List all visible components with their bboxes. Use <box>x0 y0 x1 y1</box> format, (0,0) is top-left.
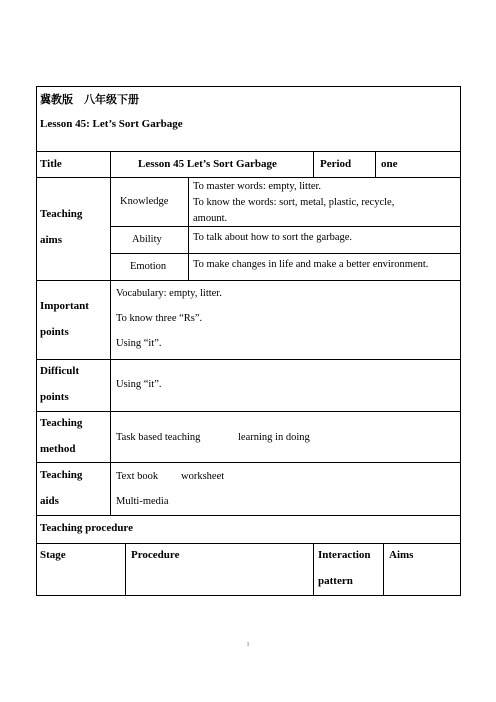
publisher-grade: 冀教版 八年级下册 <box>40 94 139 106</box>
row-divider <box>36 462 461 463</box>
col-divider <box>110 151 111 280</box>
lesson-heading: Lesson 45: Let’s Sort Garbage <box>40 118 183 130</box>
important-point: Using “it”. <box>116 338 162 349</box>
teaching-method-item: Task based teaching <box>116 432 201 443</box>
difficult-point: Using “it”. <box>116 379 162 390</box>
knowledge-line: amount. <box>193 213 228 224</box>
row-divider <box>36 543 461 544</box>
column-procedure: Procedure <box>131 549 180 561</box>
teaching-method-item: learning in doing <box>238 432 310 443</box>
column-interaction-2: pattern <box>318 575 353 587</box>
row-divider <box>110 226 461 227</box>
period-label: Period <box>320 158 352 170</box>
knowledge-line: To know the words: sort, metal, plastic, recycle, <box>193 197 395 208</box>
teaching-aids-label-1: Teaching <box>40 469 83 481</box>
ability-label: Ability <box>132 234 162 245</box>
important-point: Vocabulary: empty, litter. <box>116 288 222 299</box>
row-divider <box>36 177 461 178</box>
important-point: To know three “Rs”. <box>116 313 203 324</box>
knowledge-line: To master words: empty, litter. <box>193 181 322 192</box>
ability-text: To talk about how to sort the garbage. <box>193 232 353 243</box>
important-points-label-2: points <box>40 326 69 338</box>
difficult-points-label-2: points <box>40 391 69 403</box>
page-number: 1 <box>246 642 250 648</box>
teaching-aims-label-1: Teaching <box>40 208 83 220</box>
row-divider <box>36 359 461 360</box>
row-divider <box>36 151 461 152</box>
teaching-aims-label-2: aims <box>40 234 62 246</box>
title-value: Lesson 45 Let’s Sort Garbage <box>138 158 277 170</box>
period-value: one <box>381 158 398 170</box>
row-divider <box>36 515 461 516</box>
difficult-points-label-1: Difficult <box>40 365 80 377</box>
col-divider <box>375 151 376 177</box>
column-aims: Aims <box>389 549 414 561</box>
row-divider <box>36 280 461 281</box>
teaching-aids-item: worksheet <box>181 471 225 482</box>
important-points-label-1: Important <box>40 300 89 312</box>
teaching-method-label-2: method <box>40 443 76 455</box>
column-interaction-1: Interaction <box>318 549 371 561</box>
col-divider <box>125 543 126 596</box>
teaching-aids-item: Text book <box>116 471 159 482</box>
emotion-label: Emotion <box>130 261 167 272</box>
procedure-heading: Teaching procedure <box>40 522 134 534</box>
col-divider <box>313 543 314 596</box>
teaching-aids-label-2: aids <box>40 495 59 507</box>
knowledge-label: Knowledge <box>120 196 169 207</box>
col-divider <box>188 177 189 280</box>
col-divider <box>110 280 111 515</box>
row-divider <box>110 253 461 254</box>
title-label: Title <box>40 158 62 170</box>
teaching-aids-item: Multi-media <box>116 496 169 507</box>
row-divider <box>36 411 461 412</box>
col-divider <box>383 543 384 596</box>
teaching-method-label-1: Teaching <box>40 417 83 429</box>
emotion-text: To make changes in life and make a better environment. <box>193 259 429 270</box>
column-stage: Stage <box>40 549 66 561</box>
col-divider <box>313 151 314 177</box>
